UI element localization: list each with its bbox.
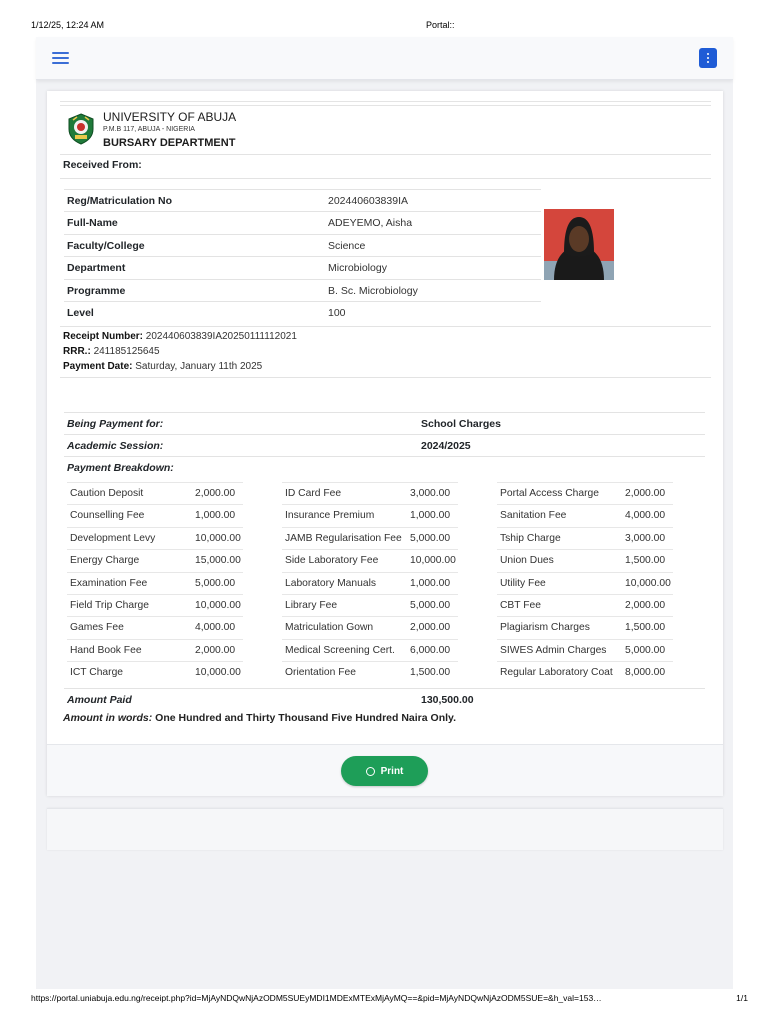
breakdown-item: [497, 661, 673, 683]
breakdown-item-amount: 10,000.00: [195, 667, 241, 679]
breakdown-item: [282, 639, 458, 661]
breakdown-item-amount: 1,000.00: [195, 510, 236, 522]
hamburger-icon[interactable]: [52, 52, 69, 65]
breakdown-item-name: Hand Book Fee: [70, 644, 142, 656]
divider: [60, 178, 711, 179]
print-datetime: 1/12/25, 12:24 AM: [31, 20, 105, 30]
breakdown-item-amount: 4,000.00: [195, 622, 236, 634]
breakdown-item: [67, 504, 243, 526]
student-value: 100: [328, 306, 346, 319]
breakdown-item-name: Energy Charge: [70, 555, 140, 567]
breakdown-item-amount: 1,500.00: [410, 667, 451, 679]
amount-paid-row: [64, 688, 705, 708]
breakdown-item: [282, 572, 458, 594]
print-icon: [366, 767, 375, 776]
breakdown-column: [282, 482, 458, 684]
student-photo: [544, 209, 614, 280]
breakdown-item-amount: 6,000.00: [410, 644, 451, 656]
breakdown-item: [282, 527, 458, 549]
student-photo-image: [544, 209, 614, 280]
student-label: Level: [67, 306, 94, 319]
receipt-number-value: 202440603839IA20250111112021: [145, 331, 297, 342]
breakdown-item-name: Caution Deposit: [70, 488, 144, 499]
breakdown-item-amount: 1,000.00: [410, 510, 451, 522]
footer-card: [47, 808, 723, 850]
breakdown-item-name: Games Fee: [70, 622, 124, 634]
breakdown-column: [497, 482, 673, 684]
print-footer: [31, 993, 748, 1005]
breakdown-item-amount: 2,000.00: [195, 488, 236, 499]
breakdown-item-name: ID Card Fee: [285, 488, 342, 499]
breakdown-item: [67, 639, 243, 661]
breakdown-item: [497, 594, 673, 616]
card-footer: [47, 744, 723, 796]
payment-for-value: School Charges: [421, 418, 501, 430]
amount-in-words-label: Amount in words:: [63, 712, 153, 724]
breakdown-item-name: Regular Laboratory Coat: [500, 667, 613, 679]
divider: [60, 101, 711, 102]
breakdown-item-amount: 15,000.00: [195, 555, 241, 567]
breakdown-item-amount: 2,000.00: [625, 488, 666, 499]
breakdown-item-amount: 4,000.00: [625, 510, 666, 522]
divider: [60, 377, 711, 378]
amount-in-words-value: One Hundred and Thirty Thousand Five Hundred Naira Only.: [155, 712, 457, 724]
breakdown-item: [67, 527, 243, 549]
student-row: [64, 279, 541, 301]
student-row: [64, 189, 541, 211]
breakdown-item-amount: 2,000.00: [625, 599, 666, 611]
student-value: Science: [328, 239, 366, 252]
student-label: Full-Name: [67, 217, 118, 230]
breakdown-item: [282, 594, 458, 616]
breakdown-item: [497, 616, 673, 638]
breakdown-item: [282, 504, 458, 526]
breakdown-item-amount: 5,000.00: [410, 532, 451, 544]
breakdown-item-name: SIWES Admin Charges: [500, 644, 607, 656]
payment-date: [63, 361, 262, 372]
print-url: https://portal.uniabuja.edu.ng/receipt.php?id=MjAyNDQwNjAzODM5SUEyMDI1MDExMTExMjAyMQ==&pid=MjAyNDQwNjAzODM5SUE=&h_val=153…: [31, 993, 602, 1003]
breakdown-item: [282, 616, 458, 638]
received-from-label: Received From:: [63, 159, 142, 171]
breakdown-item-amount: 10,000.00: [195, 532, 241, 544]
breakdown-item-amount: 2,000.00: [410, 622, 451, 634]
top-navbar: [36, 37, 733, 80]
breakdown-item: [497, 482, 673, 504]
breakdown-column: [67, 482, 243, 684]
breakdown-item-name: Insurance Premium: [285, 510, 375, 522]
payment-breakdown-label: Payment Breakdown:: [67, 462, 174, 474]
payment-for-row: [64, 412, 705, 434]
breakdown-item-name: Development Levy: [70, 532, 156, 544]
breakdown-item-amount: 10,000.00: [410, 555, 456, 567]
breakdown-item-name: Counselling Fee: [70, 510, 145, 522]
breakdown-item-amount: 3,000.00: [410, 488, 451, 499]
receipt-number-label: Receipt Number:: [63, 331, 144, 342]
breakdown-item-name: Examination Fee: [70, 577, 148, 589]
breakdown-item-name: Portal Access Charge: [500, 488, 600, 499]
print-page-title: Portal::: [426, 20, 455, 30]
rrr-value: 241185125645: [93, 346, 160, 357]
student-label: Department: [67, 262, 126, 275]
breakdown-item-name: Matriculation Gown: [285, 622, 374, 634]
breakdown-item-name: JAMB Regularisation Fee: [285, 532, 402, 544]
print-header: [31, 20, 737, 32]
amount-paid-label: Amount Paid: [67, 694, 132, 706]
breakdown-item: [67, 661, 243, 683]
kebab-menu-icon[interactable]: [699, 48, 717, 68]
academic-session-label: Academic Session:: [67, 440, 164, 452]
breakdown-item-amount: 1,000.00: [410, 577, 451, 589]
print-button-label: Print: [380, 765, 404, 777]
breakdown-item-name: CBT Fee: [500, 599, 542, 611]
breakdown-item: [282, 549, 458, 571]
breakdown-item-amount: 3,000.00: [625, 532, 666, 544]
breakdown-item: [67, 572, 243, 594]
payment-date-label: Payment Date:: [63, 361, 133, 372]
student-value: B. Sc. Microbiology: [328, 284, 418, 297]
rrr: [63, 346, 160, 357]
university-address: P.M.B 117, ABUJA - NIGERIA: [103, 126, 195, 133]
student-value: Microbiology: [328, 262, 387, 275]
breakdown-item-name: Sanitation Fee: [500, 510, 567, 522]
breakdown-item-amount: 1,500.00: [625, 555, 666, 567]
breakdown-item-name: Union Dues: [500, 555, 554, 567]
print-button[interactable]: [341, 756, 428, 786]
student-row: [64, 234, 541, 256]
divider: [60, 105, 711, 106]
breakdown-item-name: Field Trip Charge: [70, 599, 149, 611]
student-row: [64, 256, 541, 278]
breakdown-item-name: Side Laboratory Fee: [285, 555, 379, 567]
payment-breakdown-row: [64, 456, 705, 478]
breakdown-item-amount: 5,000.00: [625, 644, 666, 656]
bursary-department: BURSARY DEPARTMENT: [103, 137, 236, 149]
breakdown-item: [497, 504, 673, 526]
breakdown-item-name: Tship Charge: [500, 532, 561, 544]
breakdown-item-name: Library Fee: [285, 599, 338, 611]
breakdown-item-amount: 1,500.00: [625, 622, 666, 634]
student-row: [64, 301, 541, 323]
student-value: 202440603839IA: [328, 195, 408, 207]
receipt-number: [63, 331, 297, 342]
breakdown-item: [282, 661, 458, 683]
student-label: Programme: [67, 284, 126, 297]
breakdown-item: [497, 549, 673, 571]
payment-date-value: Saturday, January 11th 2025: [135, 361, 263, 372]
breakdown-item-name: Orientation Fee: [285, 667, 356, 679]
print-page-number: 1/1: [736, 993, 748, 1003]
breakdown-item: [67, 616, 243, 638]
divider: [60, 154, 711, 155]
breakdown-item-amount: 5,000.00: [410, 599, 451, 611]
breakdown-item-name: Medical Screening Cert.: [285, 644, 395, 656]
breakdown-item-amount: 5,000.00: [195, 577, 236, 589]
university-crest-icon: [67, 113, 95, 145]
breakdown-item-name: Laboratory Manuals: [285, 577, 377, 589]
breakdown-item-amount: 2,000.00: [195, 644, 236, 656]
breakdown-item: [67, 549, 243, 571]
student-row: [64, 211, 541, 233]
breakdown-item: [67, 594, 243, 616]
breakdown-item-name: ICT Charge: [70, 667, 124, 679]
student-label: Reg/Matriculation No: [67, 195, 173, 207]
breakdown-item-amount: 8,000.00: [625, 667, 666, 679]
receipt-card: [47, 91, 723, 796]
academic-session-value: 2024/2025: [421, 440, 471, 452]
breakdown-item: [67, 482, 243, 504]
student-info-table: [64, 189, 541, 323]
divider: [60, 326, 711, 327]
breakdown-item: [282, 482, 458, 504]
academic-session-row: [64, 434, 705, 456]
breakdown-item: [497, 639, 673, 661]
breakdown-item-name: Utility Fee: [500, 577, 546, 589]
breakdown-item-name: Plagiarism Charges: [500, 622, 590, 634]
breakdown-item: [497, 572, 673, 594]
student-label: Faculty/College: [67, 239, 145, 252]
amount-paid-value: 130,500.00: [421, 694, 474, 706]
breakdown-item-amount: 10,000.00: [195, 599, 241, 611]
amount-in-words: [63, 712, 456, 724]
breakdown-item: [497, 527, 673, 549]
university-name: UNIVERSITY OF ABUJA: [103, 110, 237, 124]
student-value: ADEYEMO, Aisha: [328, 217, 413, 230]
rrr-label: RRR.:: [63, 346, 91, 357]
breakdown-item-amount: 10,000.00: [625, 577, 671, 589]
payment-for-label: Being Payment for:: [67, 418, 164, 430]
